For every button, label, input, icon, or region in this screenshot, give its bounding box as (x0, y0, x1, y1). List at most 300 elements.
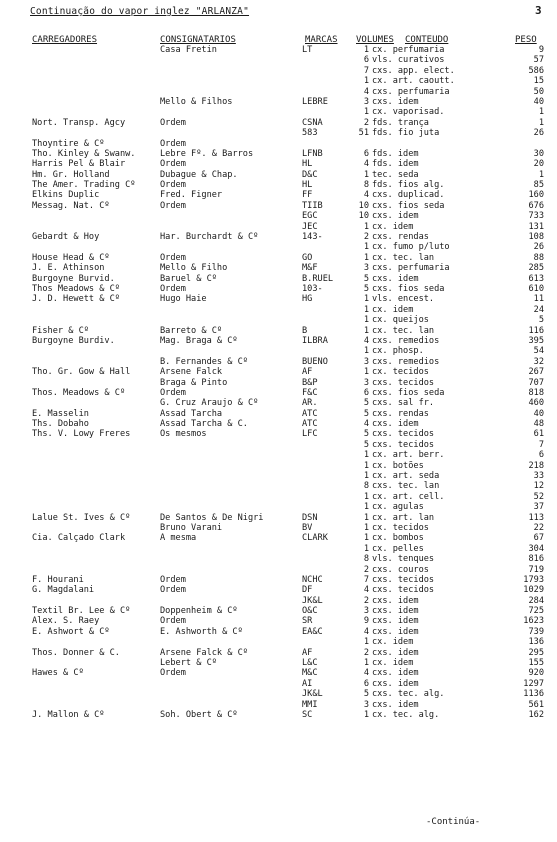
conteudo-cell: tec. seda (372, 169, 419, 180)
peso-cell: 37 (533, 502, 544, 513)
peso-cell: 7 (538, 439, 544, 450)
carregador-cell: J. Mallon & Cº (32, 710, 105, 720)
marca-cell: AI (302, 678, 313, 689)
peso-cell: 676 (528, 200, 544, 211)
table-row (0, 159, 557, 169)
marca-cell: LEBRE (302, 96, 328, 107)
table-row (0, 533, 557, 543)
conteudo-cell: cxs. app. elect. (372, 65, 455, 76)
volumes-cell: 1 (363, 45, 369, 55)
volumes-cell: 5 (363, 398, 369, 409)
consignatario-cell: Dubague & Chap. (160, 169, 238, 180)
volumes-cell: 1 (363, 367, 369, 378)
carregador-cell: Burgoyne Burdiv. (32, 335, 115, 346)
carregador-cell: Thoyntire & Cº (32, 138, 105, 149)
volumes-cell: 1 (363, 522, 369, 533)
conteudo-cell: cxs. fios seda (372, 283, 445, 294)
volumes-cell: 1 (363, 502, 369, 513)
marca-cell: AR. (302, 398, 318, 409)
conteudo-cell: vls. encest. (372, 294, 435, 305)
table-row (0, 616, 557, 626)
volumes-cell: 1 (363, 450, 369, 461)
peso-cell: 460 (528, 398, 544, 409)
table-row (0, 284, 557, 294)
volumes-cell: 1 (363, 491, 369, 502)
volumes-cell: 3 (363, 699, 369, 710)
peso-cell: 40 (533, 408, 544, 419)
consignatario-cell: Ordem (160, 668, 186, 679)
conteudo-cell: cx. tecidos (372, 522, 429, 533)
volumes-cell: 1 (363, 107, 369, 118)
volumes-cell: 7 (363, 574, 369, 585)
marca-cell: ILBRA (302, 335, 328, 346)
peso-cell: 33 (533, 471, 544, 482)
volumes-cell: 7 (363, 65, 369, 76)
marca-cell: ATC (302, 419, 318, 430)
table-row (0, 139, 557, 149)
peso-cell: 613 (528, 273, 544, 284)
peso-cell: 160 (528, 190, 544, 201)
marca-cell: CLARK (302, 533, 328, 544)
marca-cell: M&C (302, 668, 318, 679)
volumes-cell: 6 (363, 387, 369, 398)
volumes-cell: 2 (363, 232, 369, 243)
peso-cell: 24 (533, 304, 544, 315)
peso-cell: 48 (533, 419, 544, 430)
volumes-cell: 1 (363, 294, 369, 305)
table-row (0, 367, 557, 377)
volumes-cell: 4 (363, 190, 369, 201)
conteudo-cell: cxs. perfumaria (372, 86, 450, 97)
col-header-volumes: VOLUMES (356, 35, 394, 45)
conteudo-cell: cx. tec. lan (372, 252, 435, 263)
marca-cell: SC (302, 710, 313, 720)
peso-cell: 108 (528, 232, 544, 243)
table-row (0, 492, 557, 502)
marca-cell: NCHC (302, 574, 323, 585)
conteudo-cell: cx. vaporisad. (372, 107, 445, 118)
consignatario-cell: Os mesmos (160, 429, 207, 440)
table-row (0, 481, 557, 491)
conteudo-cell: cxs. idem (372, 606, 419, 617)
table-row (0, 55, 557, 65)
peso-cell: 395 (528, 335, 544, 346)
peso-cell: 9 (538, 45, 544, 55)
table-row (0, 128, 557, 138)
consignatario-cell: Mello & Filhos (160, 96, 233, 107)
marca-cell: EA&C (302, 626, 323, 637)
carregador-cell: Fisher & Cº (32, 325, 89, 336)
conteudo-cell: cxs. tecidos (372, 377, 435, 388)
table-row (0, 149, 557, 159)
volumes-cell: 2 (363, 595, 369, 606)
peso-cell: 162 (528, 710, 544, 720)
consignatario-cell: Soh. Obert & Cº (160, 710, 238, 720)
peso-cell: 725 (528, 606, 544, 617)
table-row (0, 107, 557, 117)
conteudo-cell: cxs. idem (372, 668, 419, 679)
marca-cell: 103- (302, 283, 323, 294)
volumes-cell: 5 (363, 273, 369, 284)
volumes-cell: 1 (363, 637, 369, 648)
col-header-consignatarios: CONSIGNATARIOS (160, 35, 236, 45)
carregador-cell: Textil Br. Lee & Cº (32, 606, 131, 617)
peso-cell: 67 (533, 533, 544, 544)
peso-cell: 1 (538, 107, 544, 118)
peso-cell: 719 (528, 564, 544, 575)
conteudo-cell: cx. idem (372, 658, 414, 669)
carregador-cell: Ths. V. Lowy Freres (32, 429, 131, 440)
volumes-cell: 4 (363, 86, 369, 97)
conteudo-cell: cx. botões (372, 460, 424, 471)
volumes-cell: 6 (363, 55, 369, 66)
peso-cell: 1029 (523, 585, 544, 596)
conteudo-cell: cxs. remedios (372, 335, 440, 346)
peso-cell: 295 (528, 647, 544, 658)
marca-cell: FF (302, 190, 313, 201)
peso-cell: 1793 (523, 574, 544, 585)
conteudo-cell: cx. idem (372, 221, 414, 232)
peso-cell: 11 (533, 294, 544, 305)
table-row (0, 170, 557, 180)
consignatario-cell: Ordem (160, 616, 186, 627)
consignatario-cell: Ordem (160, 180, 186, 191)
consignatario-cell: B. Fernandes & Cº (160, 356, 248, 367)
conteudo-cell: cxs. idem (372, 595, 419, 606)
table-row (0, 585, 557, 595)
consignatario-cell: Bruno Varani (160, 522, 223, 533)
volumes-cell: 2 (363, 117, 369, 128)
volumes-cell: 4 (363, 585, 369, 596)
consignatario-cell: Assad Tarcha & C. (160, 419, 248, 430)
table-row (0, 180, 557, 190)
peso-cell: 57 (533, 55, 544, 66)
table-row (0, 190, 557, 200)
volumes-cell: 8 (363, 180, 369, 191)
marca-cell: GO (302, 252, 313, 263)
peso-cell: 733 (528, 211, 544, 222)
volumes-cell: 3 (363, 606, 369, 617)
peso-cell: 5 (538, 315, 544, 326)
volumes-cell: 9 (363, 616, 369, 627)
marca-cell: JK&L (302, 689, 323, 700)
consignatario-cell: A mesma (160, 533, 197, 544)
marca-cell: 583 (302, 128, 318, 139)
table-row (0, 388, 557, 398)
conteudo-cell: cxs. sal fr. (372, 398, 435, 409)
conteudo-cell: vls. curativos (372, 55, 445, 66)
consignatario-cell: Arsene Falck & Cº (160, 647, 248, 658)
peso-cell: 131 (528, 221, 544, 232)
table-row (0, 648, 557, 658)
carregador-cell: The Amer. Trading Cº (32, 180, 136, 191)
conteudo-cell: cx. phosp. (372, 346, 424, 357)
consignatario-cell: Ordem (160, 252, 186, 263)
conteudo-cell: cxs. tecidos (372, 429, 435, 440)
volumes-cell: 1 (363, 533, 369, 544)
carregador-cell: Nort. Transp. Agcy (32, 117, 126, 128)
conteudo-cell: cxs. fios seda (372, 200, 445, 211)
conteudo-cell: cxs. duplicad. (372, 190, 445, 201)
peso-cell: 85 (533, 180, 544, 191)
volumes-cell: 3 (363, 377, 369, 388)
marca-cell: F&C (302, 387, 318, 398)
table-row (0, 336, 557, 346)
table-row (0, 565, 557, 575)
volumes-cell: 1 (363, 76, 369, 87)
conteudo-cell: cx. idem (372, 637, 414, 648)
marca-cell: L&C (302, 658, 318, 669)
peso-cell: 15 (533, 76, 544, 87)
table-row (0, 76, 557, 86)
volumes-cell: 4 (363, 626, 369, 637)
conteudo-cell: fds. fio juta (372, 128, 440, 139)
conteudo-cell: cxs. tecidos (372, 574, 435, 585)
conteudo-cell: cxs. remedios (372, 356, 440, 367)
conteudo-cell: cxs. fios seda (372, 387, 445, 398)
peso-cell: 30 (533, 148, 544, 159)
consignatario-cell: Ordem (160, 159, 186, 170)
volumes-cell: 1 (363, 315, 369, 326)
table-row (0, 606, 557, 616)
table-row (0, 45, 557, 55)
table-row (0, 700, 557, 710)
volumes-cell: 4 (363, 335, 369, 346)
marca-cell: HG (302, 294, 313, 305)
conteudo-cell: cxs. idem (372, 273, 419, 284)
consignatario-cell: Barreto & Cº (160, 325, 223, 336)
peso-cell: 61 (533, 429, 544, 440)
volumes-cell: 4 (363, 159, 369, 170)
volumes-cell: 1 (363, 252, 369, 263)
consignatario-cell: Ordem (160, 283, 186, 294)
col-header-peso: PESO (515, 35, 537, 45)
conteudo-cell: cx. art. lan (372, 512, 435, 523)
volumes-cell: 4 (363, 668, 369, 679)
conteudo-cell: cxs. idem (372, 647, 419, 658)
table-row (0, 710, 557, 720)
page-number: 3 (535, 4, 542, 17)
marca-cell: BV (302, 522, 313, 533)
peso-cell: 116 (528, 325, 544, 336)
peso-cell: 26 (533, 242, 544, 253)
conteudo-cell: cx. bombos (372, 533, 424, 544)
volumes-cell: 3 (363, 356, 369, 367)
continues-note: -Continúa- (426, 817, 481, 827)
carregador-cell: Hm. Gr. Holland (32, 169, 110, 180)
conteudo-cell: cxs. idem (372, 678, 419, 689)
peso-cell: 1623 (523, 616, 544, 627)
peso-cell: 88 (533, 252, 544, 263)
consignatario-cell: Mello & Filho (160, 263, 228, 274)
conteudo-cell: cx. art. caoutt. (372, 76, 455, 87)
volumes-cell: 1 (363, 325, 369, 336)
col-header-conteudo: CONTEUDO (405, 35, 449, 45)
carregador-cell: Tho. Kinley & Swanw. (32, 148, 136, 159)
table-row (0, 627, 557, 637)
marca-cell: ATC (302, 408, 318, 419)
volumes-cell: 5 (363, 429, 369, 440)
marca-cell: SR (302, 616, 313, 627)
peso-cell: 739 (528, 626, 544, 637)
conteudo-cell: cxs. tec. alg. (372, 689, 445, 700)
peso-cell: 1297 (523, 678, 544, 689)
volumes-cell: 1 (363, 221, 369, 232)
peso-cell: 561 (528, 699, 544, 710)
conteudo-cell: fds. fios alg. (372, 180, 445, 191)
marca-cell: LFNB (302, 148, 323, 159)
table-row (0, 544, 557, 554)
peso-cell: 40 (533, 96, 544, 107)
table-row (0, 263, 557, 273)
carregador-cell: House Head & Cº (32, 252, 110, 263)
conteudo-cell: cx. art. seda (372, 471, 440, 482)
table-row (0, 440, 557, 450)
volumes-cell: 4 (363, 419, 369, 430)
marca-cell: M&F (302, 263, 318, 274)
consignatario-cell: Lebert & Cº (160, 658, 217, 669)
volumes-cell: 1 (363, 242, 369, 253)
conteudo-cell: cx. agulas (372, 502, 424, 513)
conteudo-cell: cx. queijos (372, 315, 429, 326)
conteudo-cell: cxs. rendas (372, 408, 429, 419)
volumes-cell: 1 (363, 460, 369, 471)
conteudo-cell: cxs. idem (372, 626, 419, 637)
peso-cell: 22 (533, 522, 544, 533)
volumes-cell: 1 (363, 710, 369, 720)
table-row (0, 201, 557, 211)
peso-cell: 6 (538, 450, 544, 461)
marca-cell: MMI (302, 699, 318, 710)
consignatario-cell: Doppenheim & Cº (160, 606, 238, 617)
volumes-cell: 3 (363, 96, 369, 107)
peso-cell: 218 (528, 460, 544, 471)
carregador-cell: Messag. Nat. Cº (32, 200, 110, 211)
marca-cell: DF (302, 585, 313, 596)
volumes-cell: 51 (358, 128, 369, 139)
carregador-cell: F. Hourani (32, 574, 84, 585)
peso-cell: 113 (528, 512, 544, 523)
table-row (0, 689, 557, 699)
peso-cell: 54 (533, 346, 544, 357)
consignatario-cell: Braga & Pinto (160, 377, 228, 388)
table-row (0, 554, 557, 564)
consignatario-cell: Lebre Fº. & Barros (160, 148, 254, 159)
marca-cell: HL (302, 159, 313, 170)
peso-cell: 610 (528, 283, 544, 294)
marca-cell: 143- (302, 232, 323, 243)
peso-cell: 12 (533, 481, 544, 492)
table-row (0, 253, 557, 263)
volumes-cell: 1 (363, 512, 369, 523)
table-row (0, 66, 557, 76)
conteudo-cell: fds. idem (372, 159, 419, 170)
conteudo-cell: cx. idem (372, 304, 414, 315)
conteudo-cell: cxs. perfumaria (372, 263, 450, 274)
marca-cell: HL (302, 180, 313, 191)
table-row (0, 378, 557, 388)
table-row (0, 242, 557, 252)
peso-cell: 32 (533, 356, 544, 367)
volumes-cell: 8 (363, 554, 369, 565)
table-row (0, 461, 557, 471)
conteudo-cell: fds. trança (372, 117, 429, 128)
conteudo-cell: cx. perfumaria (372, 45, 445, 55)
peso-cell: 1 (538, 117, 544, 128)
peso-cell: 920 (528, 668, 544, 679)
peso-cell: 818 (528, 387, 544, 398)
conteudo-cell: cxs. couros (372, 564, 429, 575)
volumes-cell: 5 (363, 439, 369, 450)
table-row (0, 211, 557, 221)
col-header-marcas: MARCAS (305, 35, 338, 45)
conteudo-cell: cx. fumo p/luto (372, 242, 450, 253)
peso-cell: 284 (528, 595, 544, 606)
conteudo-cell: vls. tenques (372, 554, 435, 565)
consignatario-cell: Hugo Haie (160, 294, 207, 305)
carregador-cell: Cia. Calçado Clark (32, 533, 126, 544)
consignatario-cell: G. Cruz Araujo & Cº (160, 398, 259, 409)
volumes-cell: 10 (358, 200, 369, 211)
conteudo-cell: cxs. idem (372, 211, 419, 222)
table-row (0, 305, 557, 315)
marca-cell: JEC (302, 221, 318, 232)
carregador-cell: J. E. Athinson (32, 263, 105, 274)
conteudo-cell: cx. tec. lan (372, 325, 435, 336)
conteudo-cell: cx. tec. alg. (372, 710, 440, 720)
table-row (0, 513, 557, 523)
marca-cell: B (302, 325, 308, 336)
carregador-cell: Harris Pel & Blair (32, 159, 126, 170)
table-row (0, 637, 557, 647)
volumes-cell: 6 (363, 678, 369, 689)
table-row (0, 97, 557, 107)
consignatario-cell: Casa Fretin (160, 45, 217, 55)
carregador-cell: E. Ashwort & Cº (32, 626, 110, 637)
peso-cell: 20 (533, 159, 544, 170)
carregador-cell: Thos. Meadows & Cº (32, 387, 126, 398)
marca-cell: B.RUEL (302, 273, 334, 284)
consignatario-cell: Har. Burchardt & Cº (160, 232, 259, 243)
conteudo-cell: cxs. idem (372, 616, 419, 627)
volumes-cell: 5 (363, 283, 369, 294)
table-row (0, 502, 557, 512)
marca-cell: JK&L (302, 595, 323, 606)
consignatario-cell: E. Ashworth & Cº (160, 626, 243, 637)
volumes-cell: 1 (363, 169, 369, 180)
volumes-cell: 3 (363, 263, 369, 274)
marca-cell: LT (302, 45, 313, 55)
manifest-table (0, 45, 557, 720)
carregador-cell: Thos Meadows & Cº (32, 283, 120, 294)
conteudo-cell: cxs. tecidos (372, 585, 435, 596)
carregador-cell: Gebardt & Hoy (32, 232, 100, 243)
peso-cell: 50 (533, 86, 544, 97)
conteudo-cell: cx. art. cell. (372, 491, 445, 502)
peso-cell: 304 (528, 543, 544, 554)
conteudo-cell: cxs. idem (372, 419, 419, 430)
peso-cell: 816 (528, 554, 544, 565)
carregador-cell: Tho. Gr. Gow & Hall (32, 367, 131, 378)
consignatario-cell: Ordem (160, 200, 186, 211)
table-row (0, 429, 557, 439)
table-row (0, 87, 557, 97)
marca-cell: CSNA (302, 117, 323, 128)
carregador-cell: E. Masselin (32, 408, 89, 419)
table-row (0, 596, 557, 606)
peso-cell: 267 (528, 367, 544, 378)
marca-cell: LFC (302, 429, 318, 440)
